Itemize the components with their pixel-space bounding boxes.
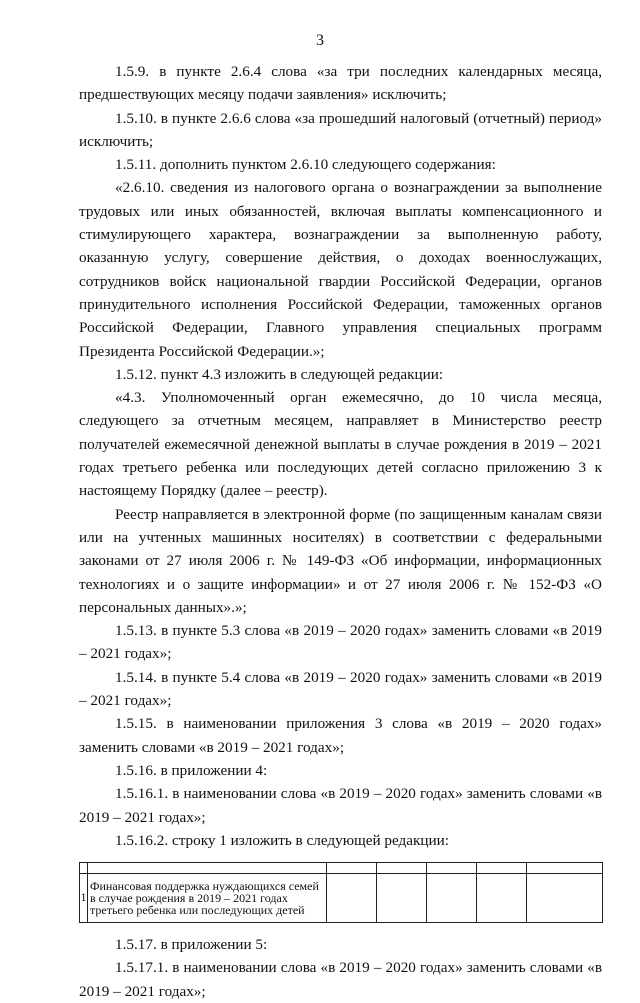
paragraph-1-5-12: 1.5.12. пункт 4.3 изложить в следующей редакции:: [115, 365, 444, 383]
replacement-table-wrapper: [79, 862, 602, 923]
paragraph-1-5-15: 1.5.15. в наименовании приложения 3 слова «в 2019 – 2020 годах» заменить словами «в 2019 – 2021 годах»;: [79, 715, 602, 756]
document-body: [79, 60, 602, 1003]
table-cell: [427, 874, 477, 923]
table-cell: [427, 863, 477, 874]
replacement-table: [79, 862, 603, 923]
paragraph-1-5-9: 1.5.9. в пункте 2.6.4 слова «за три последних календарных месяца, предшествующих месяцу подачи заявления» исключить;: [79, 63, 602, 104]
paragraph-1-5-13: 1.5.13. в пункте 5.3 слова «в 2019 – 2020 годах» заменить словами «в 2019 – 2021 годах»;: [79, 622, 602, 663]
page-number: 3: [316, 32, 324, 49]
table-cell: [80, 863, 88, 874]
table-cell: [88, 863, 327, 874]
table-cell: [527, 874, 603, 923]
table-cell: [327, 863, 377, 874]
table-cell: [527, 863, 603, 874]
paragraph-1-5-16: 1.5.16. в приложении 4:: [115, 761, 268, 779]
paragraph-4-3-quote: «4.3. Уполномоченный орган ежемесячно, до 10 числа месяца, следующего за отчетным месяцем, направляет в Министерство реестр получателей ежемесячной денежной выплаты в случае рождения в 2019 – 2021 годах третьего ребенка или последующих детей согласно приложению 3 к настоящему Порядку (далее – реестр).: [79, 389, 602, 500]
paragraph-1-5-10: 1.5.10. в пункте 2.6.6 слова «за прошедший налоговый (отчетный) период» исключить;: [79, 109, 602, 150]
paragraph-1-5-17: 1.5.17. в приложении 5:: [115, 936, 268, 954]
paragraph-1-5-11: 1.5.11. дополнить пунктом 2.6.10 следующего содержания:: [115, 156, 496, 174]
table-cell: [477, 863, 527, 874]
table-cell: [477, 874, 527, 923]
table-row: [80, 874, 603, 923]
paragraph-registry: Реестр направляется в электронной форме (по защищенным каналам связи или на учтенных машинных носителях) в соответствии с федеральными законами от 27 июля 2006 г. № 149-ФЗ «Об информации, информационных технологиях и о защите информации» и от 27 июля 2006 г. № 152-ФЗ «О персональных данных».»;: [79, 505, 602, 616]
paragraph-2-6-10-quote: «2.6.10. сведения из налогового органа о вознаграждении за выполнение трудовых или иных обязанностей, включая выплаты компенсационного и стимулирующего характера, вознаграждении за выполненную работу, оказанную услугу, совершение действия, о доходах военнослужащих, сотрудников войск национальной гвардии Российской Федерации, органов принудительного исполнения Российской Федерации, таможенных органов Российской Федерации, Главного управления специальных программ Президента Российской Федерации.»;: [79, 179, 602, 360]
row-number-cell: 1: [80, 874, 88, 923]
table-cell: [377, 874, 427, 923]
paragraph-1-5-17-1: 1.5.17.1. в наименовании слова «в 2019 – 2020 годах» заменить словами «в 2019 – 2021 годах»;: [79, 959, 602, 1000]
paragraph-1-5-16-1: 1.5.16.1. в наименовании слова «в 2019 – 2020 годах» заменить словами «в 2019 – 2021 годах»;: [79, 785, 602, 826]
table-cell: [327, 874, 377, 923]
row-name-cell: Финансовая поддержка нуждающихся семей в случае рождения в 2019 – 2021 годах третьего ребенка или последующих детей: [88, 874, 327, 923]
table-header-row: [80, 863, 603, 874]
paragraph-1-5-14: 1.5.14. в пункте 5.4 слова «в 2019 – 2020 годах» заменить словами «в 2019 – 2021 годах»;: [79, 668, 602, 710]
table-cell: [377, 863, 427, 874]
paragraph-1-5-16-2: 1.5.16.2. строку 1 изложить в следующей редакции:: [115, 831, 449, 849]
